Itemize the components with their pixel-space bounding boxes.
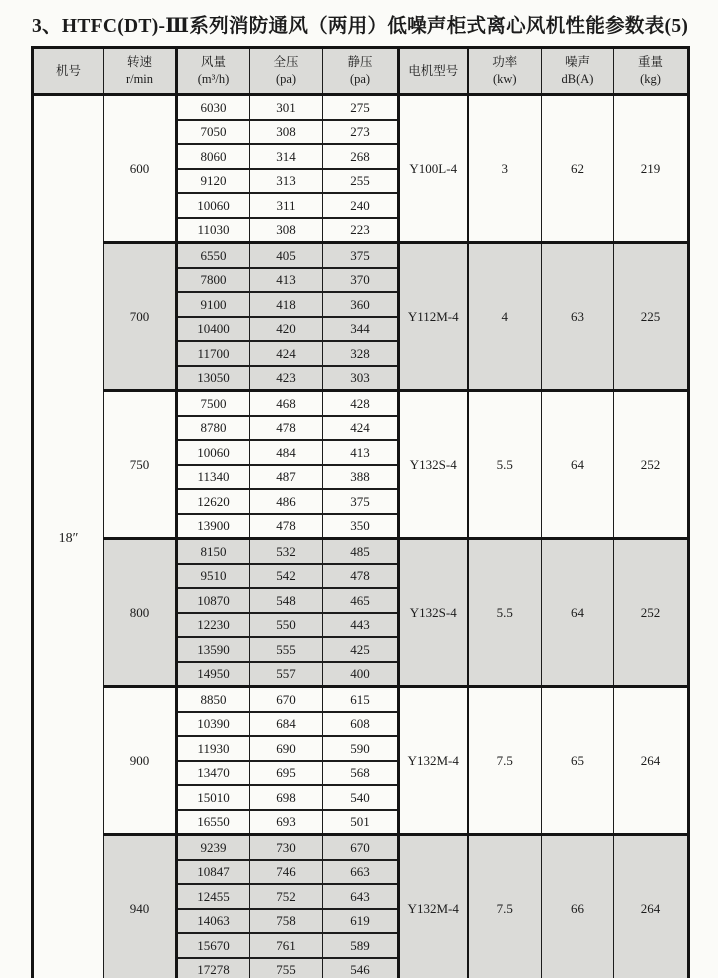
total-pressure-cell: 730 [250, 835, 323, 860]
air-volume-cell: 10060 [177, 440, 250, 465]
air-volume-cell: 11930 [177, 736, 250, 761]
total-pressure-cell: 690 [250, 736, 323, 761]
total-pressure-cell: 684 [250, 712, 323, 737]
header-line: (kg) [640, 72, 661, 86]
static-pressure-cell: 268 [323, 144, 399, 169]
table-row [33, 95, 689, 120]
total-pressure-cell: 301 [250, 95, 323, 120]
air-volume-cell: 14950 [177, 662, 250, 687]
static-pressure-cell: 413 [323, 440, 399, 465]
static-pressure-cell: 643 [323, 884, 399, 909]
speed-cell: 700 [104, 243, 177, 391]
fan-performance-table [31, 46, 690, 978]
header-line: 机号 [55, 63, 81, 78]
header-line: 重量 [637, 55, 663, 70]
motor-model-cell: Y132M-4 [399, 687, 468, 835]
air-volume-cell: 8850 [177, 687, 250, 712]
noise-cell: 66 [542, 835, 614, 978]
air-volume-cell: 15670 [177, 933, 250, 958]
weight-cell: 264 [614, 687, 689, 835]
air-volume-cell: 8150 [177, 539, 250, 564]
air-volume-cell: 6030 [177, 95, 250, 120]
air-volume-cell: 12230 [177, 613, 250, 638]
air-volume-cell: 16550 [177, 810, 250, 835]
static-pressure-cell: 465 [323, 588, 399, 613]
air-volume-cell: 8060 [177, 144, 250, 169]
speed-cell: 600 [104, 95, 177, 243]
air-volume-cell: 12455 [177, 884, 250, 909]
static-pressure-cell: 273 [323, 120, 399, 145]
total-pressure-cell: 542 [250, 564, 323, 589]
air-volume-cell: 9100 [177, 292, 250, 317]
total-pressure-cell: 746 [250, 860, 323, 885]
header-line: 全压 [273, 55, 299, 70]
air-volume-cell: 17278 [177, 958, 250, 978]
header-weight [614, 48, 689, 95]
total-pressure-cell: 308 [250, 120, 323, 145]
total-pressure-cell: 484 [250, 440, 323, 465]
static-pressure-cell: 350 [323, 514, 399, 539]
power-cell: 5.5 [468, 391, 542, 539]
total-pressure-cell: 313 [250, 169, 323, 194]
total-pressure-cell: 698 [250, 785, 323, 810]
header-line: dB(A) [561, 72, 594, 86]
static-pressure-cell: 615 [323, 687, 399, 712]
total-pressure-cell: 761 [250, 933, 323, 958]
power-cell: 7.5 [468, 835, 542, 978]
noise-cell: 64 [542, 391, 614, 539]
static-pressure-cell: 275 [323, 95, 399, 120]
power-cell: 3 [468, 95, 542, 243]
static-pressure-cell: 443 [323, 613, 399, 638]
static-pressure-cell: 608 [323, 712, 399, 737]
table-row [33, 687, 689, 712]
total-pressure-cell: 405 [250, 243, 323, 268]
header-line: 静压 [347, 55, 373, 70]
motor-model-cell: Y132S-4 [399, 539, 468, 687]
power-cell: 7.5 [468, 687, 542, 835]
static-pressure-cell: 360 [323, 292, 399, 317]
total-pressure-cell: 758 [250, 909, 323, 934]
header-power [468, 48, 542, 95]
air-volume-cell: 10870 [177, 588, 250, 613]
air-volume-cell: 13900 [177, 514, 250, 539]
static-pressure-cell: 546 [323, 958, 399, 978]
total-pressure-cell: 424 [250, 341, 323, 366]
speed-cell: 900 [104, 687, 177, 835]
total-pressure-cell: 693 [250, 810, 323, 835]
table-row [33, 539, 689, 564]
table-body [33, 95, 689, 978]
static-pressure-cell: 501 [323, 810, 399, 835]
total-pressure-cell: 550 [250, 613, 323, 638]
static-pressure-cell: 540 [323, 785, 399, 810]
header-line: 功率 [492, 55, 518, 70]
noise-cell: 63 [542, 243, 614, 391]
header-total-pressure [250, 48, 323, 95]
total-pressure-cell: 314 [250, 144, 323, 169]
power-cell: 4 [468, 243, 542, 391]
weight-cell: 219 [614, 95, 689, 243]
air-volume-cell: 10060 [177, 193, 250, 218]
speed-cell: 940 [104, 835, 177, 978]
header-line: 电机型号 [408, 63, 459, 78]
weight-cell: 252 [614, 539, 689, 687]
air-volume-cell: 9120 [177, 169, 250, 194]
table-row [33, 391, 689, 416]
total-pressure-cell: 418 [250, 292, 323, 317]
static-pressure-cell: 619 [323, 909, 399, 934]
header-line: r/min [125, 72, 154, 86]
air-volume-cell: 12620 [177, 489, 250, 514]
header-noise [542, 48, 614, 95]
total-pressure-cell: 413 [250, 268, 323, 293]
total-pressure-cell: 557 [250, 662, 323, 687]
air-volume-cell: 6550 [177, 243, 250, 268]
total-pressure-cell: 478 [250, 514, 323, 539]
weight-cell: 264 [614, 835, 689, 978]
header-machine-no [33, 48, 104, 95]
header-static-pressure [323, 48, 399, 95]
header-line: (m³/h) [197, 72, 230, 86]
total-pressure-cell: 695 [250, 761, 323, 786]
air-volume-cell: 9239 [177, 835, 250, 860]
header-line: (kw) [492, 72, 517, 86]
air-volume-cell: 8780 [177, 416, 250, 441]
table-header-row [33, 48, 689, 95]
static-pressure-cell: 568 [323, 761, 399, 786]
weight-cell: 252 [614, 391, 689, 539]
machine-no-cell: 18″ [33, 95, 104, 978]
header-line: (pa) [349, 72, 371, 86]
static-pressure-cell: 328 [323, 341, 399, 366]
total-pressure-cell: 478 [250, 416, 323, 441]
static-pressure-cell: 344 [323, 317, 399, 342]
static-pressure-cell: 478 [323, 564, 399, 589]
static-pressure-cell: 428 [323, 391, 399, 416]
total-pressure-cell: 752 [250, 884, 323, 909]
air-volume-cell: 14063 [177, 909, 250, 934]
total-pressure-cell: 548 [250, 588, 323, 613]
air-volume-cell: 7050 [177, 120, 250, 145]
total-pressure-cell: 487 [250, 465, 323, 490]
table-row [33, 835, 689, 860]
header-motor-model [399, 48, 468, 95]
total-pressure-cell: 555 [250, 637, 323, 662]
total-pressure-cell: 755 [250, 958, 323, 978]
static-pressure-cell: 663 [323, 860, 399, 885]
static-pressure-cell: 255 [323, 169, 399, 194]
total-pressure-cell: 308 [250, 218, 323, 243]
air-volume-cell: 13470 [177, 761, 250, 786]
total-pressure-cell: 311 [250, 193, 323, 218]
header-air-volume [177, 48, 250, 95]
header-line: 转速 [126, 55, 152, 70]
total-pressure-cell: 670 [250, 687, 323, 712]
power-cell: 5.5 [468, 539, 542, 687]
static-pressure-cell: 424 [323, 416, 399, 441]
total-pressure-cell: 423 [250, 366, 323, 391]
air-volume-cell: 10400 [177, 317, 250, 342]
static-pressure-cell: 370 [323, 268, 399, 293]
total-pressure-cell: 532 [250, 539, 323, 564]
air-volume-cell: 9510 [177, 564, 250, 589]
table-row [33, 243, 689, 268]
noise-cell: 64 [542, 539, 614, 687]
total-pressure-cell: 468 [250, 391, 323, 416]
header-line: 噪声 [564, 55, 590, 70]
static-pressure-cell: 485 [323, 539, 399, 564]
static-pressure-cell: 223 [323, 218, 399, 243]
static-pressure-cell: 240 [323, 193, 399, 218]
page-title: 3、HTFC(DT)-Ⅲ系列消防通风（两用）低噪声柜式离心风机性能参数表(5) [32, 16, 689, 37]
motor-model-cell: Y132M-4 [399, 835, 468, 978]
static-pressure-cell: 388 [323, 465, 399, 490]
motor-model-cell: Y132S-4 [399, 391, 468, 539]
air-volume-cell: 7800 [177, 268, 250, 293]
static-pressure-cell: 590 [323, 736, 399, 761]
speed-cell: 750 [104, 391, 177, 539]
air-volume-cell: 10847 [177, 860, 250, 885]
speed-cell: 800 [104, 539, 177, 687]
air-volume-cell: 7500 [177, 391, 250, 416]
header-line: 风量 [200, 55, 226, 70]
static-pressure-cell: 375 [323, 489, 399, 514]
air-volume-cell: 13050 [177, 366, 250, 391]
motor-model-cell: Y100L-4 [399, 95, 468, 243]
static-pressure-cell: 589 [323, 933, 399, 958]
static-pressure-cell: 670 [323, 835, 399, 860]
weight-cell: 225 [614, 243, 689, 391]
air-volume-cell: 11700 [177, 341, 250, 366]
header-line: (pa) [275, 72, 297, 86]
static-pressure-cell: 375 [323, 243, 399, 268]
static-pressure-cell: 425 [323, 637, 399, 662]
header-speed [104, 48, 177, 95]
total-pressure-cell: 486 [250, 489, 323, 514]
air-volume-cell: 13590 [177, 637, 250, 662]
noise-cell: 62 [542, 95, 614, 243]
static-pressure-cell: 303 [323, 366, 399, 391]
total-pressure-cell: 420 [250, 317, 323, 342]
air-volume-cell: 11340 [177, 465, 250, 490]
noise-cell: 65 [542, 687, 614, 835]
air-volume-cell: 10390 [177, 712, 250, 737]
motor-model-cell: Y112M-4 [399, 243, 468, 391]
static-pressure-cell: 400 [323, 662, 399, 687]
air-volume-cell: 11030 [177, 218, 250, 243]
air-volume-cell: 15010 [177, 785, 250, 810]
